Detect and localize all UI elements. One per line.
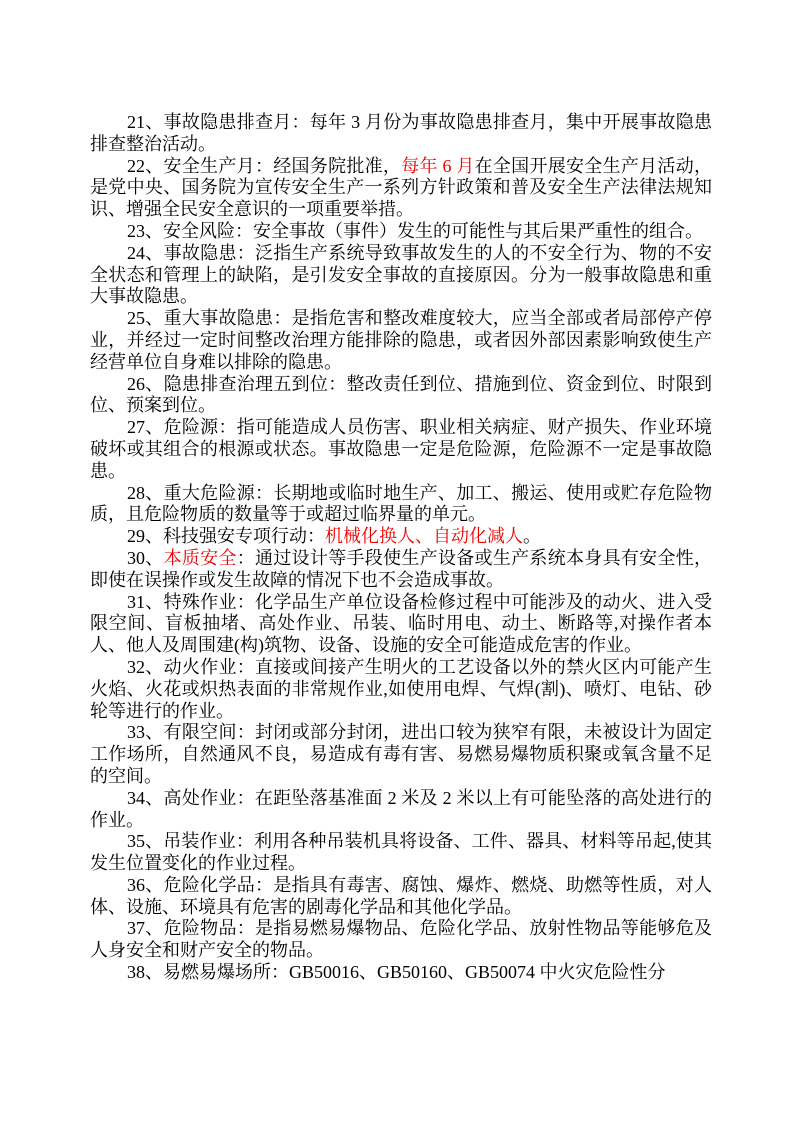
body-text: 25、重大事故隐患：是指危害和整改难度较大，应当全部或者局部停产停业，并经过一定时间整改治理方能排除的隐患，或者因外部因素影响致使生产经营单位自身难以排除的隐患。 — [90, 308, 712, 372]
definition-item-22 — [90, 156, 712, 221]
body-text: 36、危险化学品：是指具有毒害、腐蚀、爆炸、燃烧、助燃等性质，对人体、设施、环境具有危害的剧毒化学品和其他化学品。 — [90, 874, 712, 917]
highlighted-text: 每年 6 月 — [401, 155, 475, 176]
definition-item-29 — [90, 526, 712, 548]
body-text: 29、科技强安专项行动： — [127, 526, 325, 547]
definition-item-36 — [90, 875, 712, 919]
definition-item-35 — [90, 831, 712, 875]
highlighted-text: 机械化换人、自动化减人 — [325, 526, 523, 547]
definition-item-32 — [90, 657, 712, 722]
definition-item-24 — [90, 243, 712, 308]
body-text: 37、危险物品：是指易燃易爆物品、危险化学品、放射性物品等能够危及人身安全和财产安全的物品。 — [90, 918, 712, 961]
definition-item-28 — [90, 483, 712, 527]
body-text: 21、事故隐患排查月：每年 3 月份为事故隐患排查月，集中开展事故隐患排查整治活动。 — [90, 112, 712, 154]
body-text: 27、危险源：指可能造成人员伤害、职业相关病症、财产损失、作业环境破坏或其组合的根源或状态。事故隐患一定是危险源，危险源不一定是事故隐患。 — [90, 417, 712, 481]
definition-item-31 — [90, 592, 712, 657]
definition-item-33 — [90, 722, 712, 787]
body-text: 38、易燃易爆场所：GB50016、GB50160、GB50074 中火灾危险性分 — [127, 962, 666, 983]
body-text: 30、 — [127, 547, 164, 568]
body-text: 24、事故隐患：泛指生产系统导致事故发生的人的不安全行为、物的不安全状态和管理上的缺陷，是引发安全事故的直接原因。分为一般事故隐患和重大事故隐患。 — [90, 242, 712, 307]
definition-item-37 — [90, 918, 712, 962]
definition-item-30 — [90, 548, 712, 592]
highlighted-text: 本质安全 — [163, 547, 237, 568]
body-text: 32、动火作业：直接或间接产生明火的工艺设备以外的禁火区内可能产生火焰、火花或炽热表面的非常规作业,如使用电焊、气焊(割)、喷灯、电钻、砂轮等进行的作业。 — [90, 656, 712, 721]
definition-item-38 — [90, 962, 712, 984]
body-text: 。 — [523, 526, 541, 547]
definition-item-26 — [90, 374, 712, 418]
definition-item-23 — [90, 221, 712, 243]
body-text: 33、有限空间：封闭或部分封闭，进出口较为狭窄有限，未被设计为固定工作场所，自然通风不良，易造成有毒有害、易燃易爆物质积聚或氧含量不足的空间。 — [90, 722, 712, 786]
definition-item-21 — [90, 112, 712, 156]
body-text: 26、隐患排查治理五到位：整改责任到位、措施到位、资金到位、时限到位、预案到位。 — [90, 373, 712, 416]
body-text: ：通过设计等手段使生产设备或生产系统本身具有安全性，即使在误操作或发生故障的情况下也不会造成事故。 — [90, 547, 713, 590]
body-text: 31、特殊作业：化学品生产单位设备检修过程中可能涉及的动火、进入受限空间、盲板抽堵、高处作业、吊装、临时用电、动土、断路等,对操作者本人、他人及周围建(构)筑物、设备、设施的安全可能造成危害的作业。 — [90, 591, 712, 656]
definition-item-34 — [90, 788, 712, 832]
body-text: 在全国开展安全生产月活动，是党中央、国务院为宣传安全生产一系列方针政策和普及安全生产法律法规知识、增强全民安全意识的一项重要举措。 — [90, 155, 712, 220]
body-text: 35、吊装作业：利用各种吊装机具将设备、工件、器具、材料等吊起,使其发生位置变化的作业过程。 — [90, 831, 712, 874]
document-body — [90, 112, 712, 984]
body-text: 23、安全风险：安全事故（事件）发生的可能性与其后果严重性的组合。 — [127, 220, 703, 241]
body-text: 34、高处作业：在距坠落基准面 2 米及 2 米以上有可能坠落的高处进行的作业。 — [90, 787, 712, 830]
definition-item-25 — [90, 308, 712, 373]
body-text: 22、安全生产月：经国务院批准， — [127, 155, 402, 176]
definition-item-27 — [90, 417, 712, 482]
body-text: 28、重大危险源：长期地或临时地生产、加工、搬运、使用或贮存危险物质，且危险物质的数量等于或超过临界量的单元。 — [90, 482, 712, 525]
